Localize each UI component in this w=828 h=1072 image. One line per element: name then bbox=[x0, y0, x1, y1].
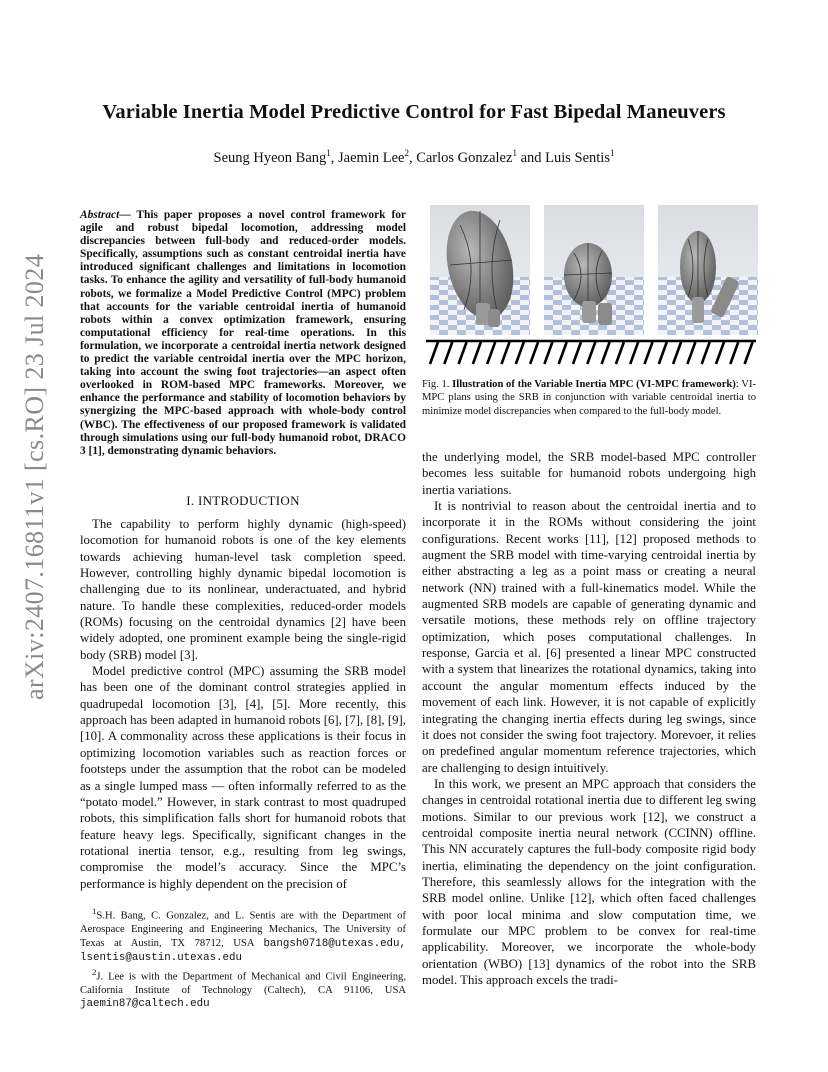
intro-right-column bbox=[422, 449, 756, 988]
paragraph: It is nontrivial to reason about the centroidal inertia and to incorporate it in the ROMs without considering the joint configurations. Recent works [11], [12] proposed methods to augment the SRB model with time-varying centroidal inertia by either abstracting a leg as a point mass or creating a neural network (NN) trained with a full-kinematics model. While the augmented SRB models are capable of generating dynamic and versatile motions, these methods rely on offline trajectory optimization, which poses computational challenges. In response, Garcia et al. [6] presented a linear MPC constructed with a system that linearizes the rotational dynamics, taking into account the angular momentum effects induced by the movement of each link. However, it is not capable of explicitly integrating the changing inertia effects during leg swings, since it does not consider the swing foot trajectory. Morevoer, it relies on predefined angular momentum reference trajectories, which are challenging to design intuitively. bbox=[422, 499, 756, 775]
hatch-mark bbox=[530, 342, 538, 364]
hatch-mark bbox=[745, 342, 753, 364]
ground-hatch bbox=[426, 338, 756, 368]
footnote-2: $^2$J. Lee is with the Department of Mechanical and Civil Engineering, California Institute of Technology (Caltech), CA 91106, USA jaemin87@caltech.edu bbox=[80, 966, 406, 1011]
caption-label: Fig. 1. bbox=[422, 379, 450, 390]
hatch-mark bbox=[716, 342, 724, 364]
abstract-lead: Abstract bbox=[80, 209, 120, 221]
hatch-mark bbox=[702, 342, 710, 364]
hatch-mark bbox=[573, 342, 581, 364]
hatch-mark bbox=[659, 342, 667, 364]
hatch-mark bbox=[687, 342, 695, 364]
hatch-mark bbox=[487, 342, 495, 364]
hatch-mark bbox=[430, 342, 438, 364]
hatch-mark bbox=[730, 342, 738, 364]
author-3: Carlos Gonzalez$^1$ and bbox=[416, 148, 546, 166]
hatch-mark bbox=[602, 342, 610, 364]
hatch-mark bbox=[673, 342, 681, 364]
ground-hatch-icon bbox=[426, 338, 756, 368]
author-2: Jaemin Lee$^2$, bbox=[338, 148, 417, 166]
robot-illustration bbox=[430, 205, 758, 345]
hatch-mark bbox=[559, 342, 567, 364]
abstract bbox=[80, 209, 406, 458]
hatch-mark bbox=[502, 342, 510, 364]
paper-title: Variable Inertia Model Predictive Control for Fast Bipedal Maneuvers bbox=[102, 101, 726, 123]
footnotes bbox=[80, 905, 406, 1012]
arxiv-stamp: arXiv:2407.16811v1 [cs.RO] 23 Jul 2024 bbox=[20, 253, 49, 700]
intro-left-column bbox=[80, 516, 406, 892]
author-1: Seung Hyeon Bang$^1$, bbox=[213, 148, 339, 166]
panel-1 bbox=[430, 205, 530, 335]
paragraph: the underlying model, the SRB model-based MPC controller becomes less suitable for humanoid robots undergoing high inertia variations. bbox=[422, 450, 756, 497]
figure-caption bbox=[422, 378, 756, 418]
hatch-mark bbox=[473, 342, 481, 364]
panel-2 bbox=[544, 205, 644, 335]
section-heading: I. INTRODUCTION bbox=[186, 493, 300, 508]
caption-text: : VI-MPC plans using the SRB in conjunction with variable centroidal inertia to minimize model discrepancies when compared to the full-body model. bbox=[422, 379, 757, 417]
hatch-mark bbox=[616, 342, 624, 364]
footnote-1: $^1$S.H. Bang, C. Gonzalez, and L. Sentis are with the Department of Aerospace Engineering and Engineering Mechanics, The University of Texas at Austin, TX 78712, USA bangsh0718@utexas.edu, lsentis@austin.utexas.edu bbox=[80, 906, 406, 965]
hatch-mark bbox=[645, 342, 653, 364]
paragraph: In this work, we present an MPC approach that considers the changes in centroidal rotational inertia due to different leg swing motions. Similar to our previous work [12], we construct a centroidal composite inertia neural network (CCINN) offline. This NN accurately captures the full-body composite rigid body inertia, eliminating the dependency on the joint configuration. Therefore, this seamlessly allows for the integration with the SRB model online. Unlike [12], which often faced challenges with poor local minima and slow computation time, we formulate our MPC problem to be convex for real-time applicability. Moreover, we incorporate the whole-body orientation (WBO) [13] dynamics of the robot into the SRB model. This approach excels the tradi- bbox=[422, 776, 756, 987]
author-list bbox=[0, 148, 828, 167]
hatch-mark bbox=[444, 342, 452, 364]
paragraph: The capability to perform highly dynamic (high-speed) locomotion for humanoid robots is one of the key elements towards achieving human-level task completion speed. However, controlling highly dynamic bipedal locomotion is challenging due to its nonlinear, underactuated, and hybrid nature. To handle these complexities, reduced-order models (ROMs) focusing on the centroidal dynamics [2] have been widely adopted, one prominent example being the single-rigid body (SRB) model [3]. bbox=[80, 517, 406, 662]
hatch-mark bbox=[544, 342, 552, 364]
paragraph: Model predictive control (MPC) assuming the SRB model has been one of the dominant control strategies applied in quadrupedal locomotion [3], [4], [5]. More recently, this approach has been adapted in humanoid robots [6], [7], [8], [9], [10]. A commonality across these applications is their focus in optimizing locomotion variables such as reaction forces or footsteps under the assumption that the robot can be modeled as a single lumped mass — often informally referred to as the “potato model.” However, in stark contrast to most quadruped robots, this simplification falls short for humanoid robots that feature heavy legs. Specifically, significant changes in the rotational inertia tensor, e.g., resulting from leg swings, compromise the model’s accuracy. Since the MPC’s performance is highly dependent on the precision of bbox=[80, 664, 406, 891]
hatch-mark bbox=[459, 342, 467, 364]
hatch-mark bbox=[516, 342, 524, 364]
abstract-text: — This paper proposes a novel control framework for agile and robust bipedal locomotion, addressing model discrepancies between full-body and reduced-order models. Specifically, assumptions such as constant centroidal inertia have introduced significant challenges and limitations in locomotion tasks. To enhance the agility and versatility of full-body humanoid robots, we formalize a Model Predictive Control (MPC) problem that accounts for the variable centroidal inertia of humanoid robots within a convex optimization framework, ensuring computational efficiency for real-time operations. In this formulation, we incorporate a centroidal inertia network designed to predict the variable centroidal inertia over the MPC horizon, taking into account the swing foot trajectories—an aspect often overlooked in ROM-based MPC frameworks. Moreover, we enhance the performance and stability of locomotion behaviors by synergizing the MPC-based approach with whole-body control (WBC). The effectiveness of our proposed framework is validated through simulations using our full-body humanoid robot, DRACO 3 [1], demonstrating dynamic behaviors. bbox=[80, 209, 406, 457]
caption-bold: Illustration of the Variable Inertia MPC (VI-MPC framework) bbox=[452, 379, 736, 390]
author-4: Luis Sentis$^1$ bbox=[545, 148, 615, 166]
hatch-mark bbox=[630, 342, 638, 364]
hatch-mark bbox=[587, 342, 595, 364]
panel-3 bbox=[658, 205, 758, 335]
